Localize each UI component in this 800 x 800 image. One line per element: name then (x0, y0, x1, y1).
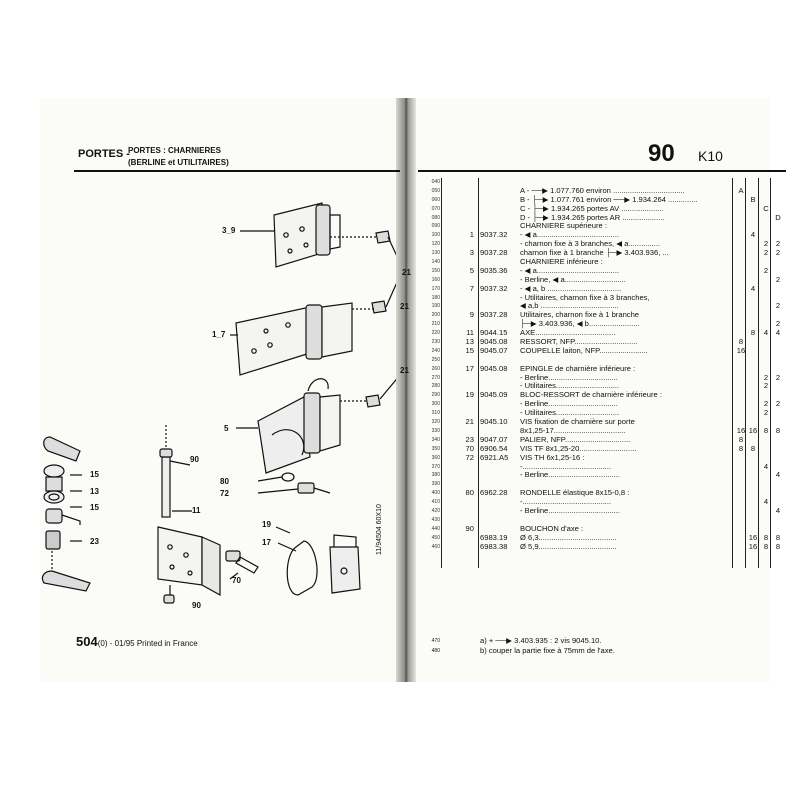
qty-c: 4 (763, 497, 769, 507)
print-info: (0) - 01/95 Printed in France (97, 639, 198, 648)
part-description: - ◀ a, b ................................... (520, 283, 622, 293)
model-number: 504 (76, 634, 98, 649)
qty-d: 2 (775, 239, 781, 249)
lower-hinge-drawing (258, 375, 396, 473)
qty-a: A (738, 185, 744, 195)
line-number: 280 (431, 383, 440, 390)
line-number: 420 (431, 507, 440, 514)
qty-b: 4 (750, 230, 756, 240)
part-description: charnon fixe à 1 branche ├─▶ 3.403.936, ... (520, 248, 669, 258)
part-reference: 6921.A5 (480, 452, 509, 462)
part-reference: 6906.54 (480, 443, 508, 453)
qty-a: 8 (738, 337, 744, 347)
callout-label: 21 (402, 268, 411, 277)
callout-label: 3_9 (222, 226, 236, 235)
qty-c: 2 (763, 265, 769, 275)
qty-c: 4 (763, 461, 769, 471)
item-number: 9 (469, 310, 474, 320)
part-reference: 6962.28 (480, 488, 508, 498)
spring-block-drawing (330, 535, 360, 593)
part-description: - Berline................................. (520, 372, 618, 382)
part-description: RESSORT, NFP.............................. (520, 337, 638, 347)
line-number: 190 (431, 303, 440, 310)
header-rule-right (418, 170, 786, 172)
callout-label: 80 (220, 477, 229, 486)
qty-b: 4 (750, 283, 756, 293)
note-text: b) couper la partie fixe à 75mm de l'axe. (480, 646, 615, 655)
page-subtitle-2: (BERLINE et UTILITAIRES) (128, 158, 229, 167)
header-rule-left (74, 170, 400, 172)
item-number: 15 (465, 345, 474, 355)
part-reference: 9035.36 (480, 265, 508, 275)
part-description: Ø 6,3..................................... (520, 532, 617, 542)
line-number: 250 (431, 356, 440, 363)
qty-a: 16 (736, 345, 746, 355)
qty-c: 8 (763, 532, 769, 542)
bolt-washer-drawing (258, 473, 330, 493)
page-title: PORTES - (78, 148, 130, 160)
item-number: 23 (465, 434, 474, 444)
line-number: 300 (431, 401, 440, 408)
line-number: 350 (431, 445, 440, 452)
part-description: A - ──▶ 1.077.760 environ .................................. (520, 185, 685, 195)
item-number: 7 (469, 283, 474, 293)
qty-d: 2 (775, 399, 781, 409)
item-number: 5 (469, 265, 474, 275)
line-number: 230 (431, 339, 440, 346)
qty-d: 2 (775, 248, 781, 258)
line-number: 310 (431, 410, 440, 417)
part-description: - Utilitaires, charnon fixe à 3 branches, (520, 292, 650, 302)
part-description: - Berline................................. (520, 399, 618, 409)
table-row (418, 507, 786, 516)
part-description: AXE...................................... (520, 328, 616, 338)
item-number: 72 (465, 452, 474, 462)
line-number: 460 (431, 543, 440, 550)
part-reference: 9037.32 (480, 283, 508, 293)
callout-label: 1_7 (212, 330, 226, 339)
line-number: 320 (431, 419, 440, 426)
note-text: a) + ──▶ 3.403.935 : 2 vis 9045.10. (480, 636, 602, 645)
item-number: 1 (469, 230, 474, 240)
qty-c: 2 (763, 248, 769, 258)
qty-d: 4 (775, 328, 781, 338)
part-description: - ◀ a....................................... (520, 230, 620, 240)
table-row (418, 471, 786, 480)
callout-label: 17 (262, 538, 271, 547)
line-number: 070 (431, 205, 440, 212)
line-number: 210 (431, 321, 440, 328)
line-number: 450 (431, 534, 440, 541)
part-description: 8x1,25-17.................................. (520, 425, 626, 435)
line-number: 270 (431, 374, 440, 381)
line-number: 480 (431, 648, 440, 654)
line-number: 180 (431, 294, 440, 301)
part-reference: 6983.19 (480, 532, 508, 542)
line-number: 340 (431, 436, 440, 443)
part-description: ├─▶ 3.403.936, ◀ b........................ (520, 319, 640, 329)
part-description: D - ├─▶ 1.934.265 portes AR .................... (520, 212, 665, 222)
part-description: - Utilitaires.............................. (520, 381, 620, 391)
part-description: B - ├─▶ 1.077.761 environ ──▶ 1.934.264 .............. (520, 194, 698, 204)
qty-a: 8 (738, 434, 744, 444)
qty-c: C (763, 203, 769, 213)
page-footer (76, 634, 198, 649)
section-number: 90 (648, 140, 675, 167)
item-number: 19 (465, 390, 474, 400)
part-reference: 9045.10 (480, 417, 508, 427)
line-number: 430 (431, 516, 440, 523)
book-gutter (396, 98, 416, 682)
line-number: 220 (431, 330, 440, 337)
qty-d: 2 (775, 274, 781, 284)
line-number: 120 (431, 241, 440, 248)
parts-table (418, 178, 786, 551)
callout-label: 15 (90, 503, 99, 512)
part-reference: 9045.07 (480, 345, 508, 355)
item-number: 3 (469, 248, 474, 258)
callout-label: 72 (220, 489, 229, 498)
line-number: 370 (431, 463, 440, 470)
line-number: 240 (431, 347, 440, 354)
item-number: 11 (466, 328, 474, 338)
part-description: - Berline.................................. (520, 505, 621, 515)
line-number: 290 (431, 392, 440, 399)
part-reference: 9037.28 (480, 248, 508, 258)
lever-assembly-drawing (42, 437, 90, 591)
callout-label: 21 (400, 302, 409, 311)
qty-b: 8 (750, 443, 756, 453)
item-number: 21 (465, 417, 474, 427)
qty-d: D (775, 212, 781, 222)
line-number: 140 (431, 259, 440, 266)
qty-b: B (750, 194, 756, 204)
line-number: 330 (431, 427, 440, 434)
line-number: 050 (431, 187, 440, 194)
qty-b: 16 (748, 532, 758, 542)
line-number: 390 (431, 481, 440, 488)
part-description: CHARNIERE supérieure : (520, 221, 607, 231)
part-description: Ø 5,9..................................... (520, 541, 617, 551)
callout-label: 11 (192, 506, 201, 515)
part-description: BOUCHON d'axe : (520, 523, 584, 533)
part-description: VIS TF 8x1,25-20........................... (520, 443, 637, 453)
callout-label: 90 (192, 601, 201, 610)
page-subtitle: PORTES : CHARNIERES (128, 146, 221, 155)
qty-c: 8 (763, 541, 769, 551)
callout-label: 5 (224, 424, 229, 433)
hinge-exploded-diagram (40, 175, 396, 625)
middle-hinge-drawing (236, 271, 396, 375)
qty-d: 8 (775, 541, 781, 551)
callout-label: 19 (262, 520, 271, 529)
table-row (418, 543, 786, 552)
upper-hinge-drawing (274, 203, 396, 267)
part-description: -.......................................... (520, 497, 612, 507)
qty-d: 8 (775, 532, 781, 542)
item-number: 80 (465, 488, 474, 498)
line-number: 060 (431, 196, 440, 203)
part-description: BLOC-RESSORT de charnière inférieure : (520, 390, 662, 400)
part-description: Utilitaires, charnon fixe à 1 branche (520, 310, 640, 320)
callout-label: 23 (90, 537, 99, 546)
qty-c: 2 (763, 408, 769, 418)
part-description: C - ├─▶ 1.934.265 portes AV .................... (520, 203, 664, 213)
line-number: 090 (431, 223, 440, 230)
lower-plate-drawing (158, 527, 220, 603)
part-description: - charnon fixe à 3 branches, ◀ a............... (520, 239, 661, 249)
callout-label: 15 (90, 470, 99, 479)
part-description: PALIER, NFP............................... (520, 434, 631, 444)
qty-d: 2 (775, 319, 781, 329)
line-number: 410 (431, 499, 440, 506)
line-number: 130 (431, 250, 440, 257)
part-reference: 6983.38 (480, 541, 508, 551)
part-description: RONDELLE élastique 8x15-0,8 : (520, 488, 630, 498)
qty-d: 4 (775, 505, 781, 515)
part-reference: 9045.09 (480, 390, 508, 400)
part-reference: 9047.07 (480, 434, 508, 444)
vertical-code: 11/94504 60X10 (376, 504, 383, 555)
qty-d: 2 (775, 301, 781, 311)
line-number: 200 (431, 312, 440, 319)
line-number: 080 (431, 214, 440, 221)
part-description: EPINGLE de charnière inférieure : (520, 363, 636, 373)
qty-c: 2 (763, 239, 769, 249)
qty-d: 4 (775, 470, 781, 480)
part-description: - Utilitaires.............................. (520, 408, 620, 418)
table-row (418, 347, 786, 356)
qty-d: 8 (775, 425, 781, 435)
part-description: - Berline.................................. (520, 470, 621, 480)
line-number: 160 (431, 276, 440, 283)
line-number: 360 (431, 454, 440, 461)
line-number: 440 (431, 525, 440, 532)
callout-label: 13 (90, 487, 99, 496)
qty-b: 8 (750, 328, 756, 338)
screw-drawing (226, 551, 258, 579)
part-reference: 9044.15 (480, 328, 508, 338)
part-description: CHARNIERE inférieure : (520, 257, 603, 267)
qty-c: 2 (763, 381, 769, 391)
qty-c: 8 (763, 425, 769, 435)
line-number: 260 (431, 365, 440, 372)
part-description: ◀ a,b ..................................... (520, 301, 619, 311)
qty-d: 2 (775, 372, 781, 382)
qty-b: 16 (748, 425, 758, 435)
part-description: COUPELLE laiton, NFP....................... (520, 345, 648, 355)
part-description: VIS fixation de charnière sur porte (520, 417, 635, 427)
qty-b: 16 (748, 541, 758, 551)
part-description: -.......................................... (520, 461, 612, 471)
item-number: 70 (465, 443, 474, 453)
part-description: - ◀ a....................................... (520, 265, 620, 275)
line-number: 380 (431, 472, 440, 479)
qty-c: 2 (763, 372, 769, 382)
section-code: K10 (698, 148, 723, 164)
qty-a: 16 (736, 425, 746, 435)
line-number: 100 (431, 232, 440, 239)
line-number: 150 (431, 267, 440, 274)
item-number: 13 (465, 337, 474, 347)
callout-label: 90 (190, 455, 199, 464)
item-number: 17 (465, 363, 474, 373)
part-description: - Berline, ◀ a............................. (520, 274, 626, 284)
qty-c: 4 (763, 328, 769, 338)
part-description: VIS TH 6x1,25-16 : (520, 452, 585, 462)
callout-label: 70 (232, 576, 241, 585)
part-reference: 9045.08 (480, 337, 508, 347)
line-number: 470 (431, 638, 440, 644)
qty-a: 8 (738, 443, 744, 453)
line-number: 040 (431, 179, 440, 185)
axle-pin-drawing (160, 425, 192, 517)
callout-label: 21 (400, 366, 409, 375)
line-number: 170 (431, 285, 440, 292)
part-reference: 9045.08 (480, 363, 508, 373)
part-reference: 9037.32 (480, 230, 508, 240)
qty-c: 2 (763, 399, 769, 409)
line-number: 400 (431, 490, 440, 497)
item-number: 90 (465, 523, 474, 533)
part-reference: 9037.28 (480, 310, 508, 320)
